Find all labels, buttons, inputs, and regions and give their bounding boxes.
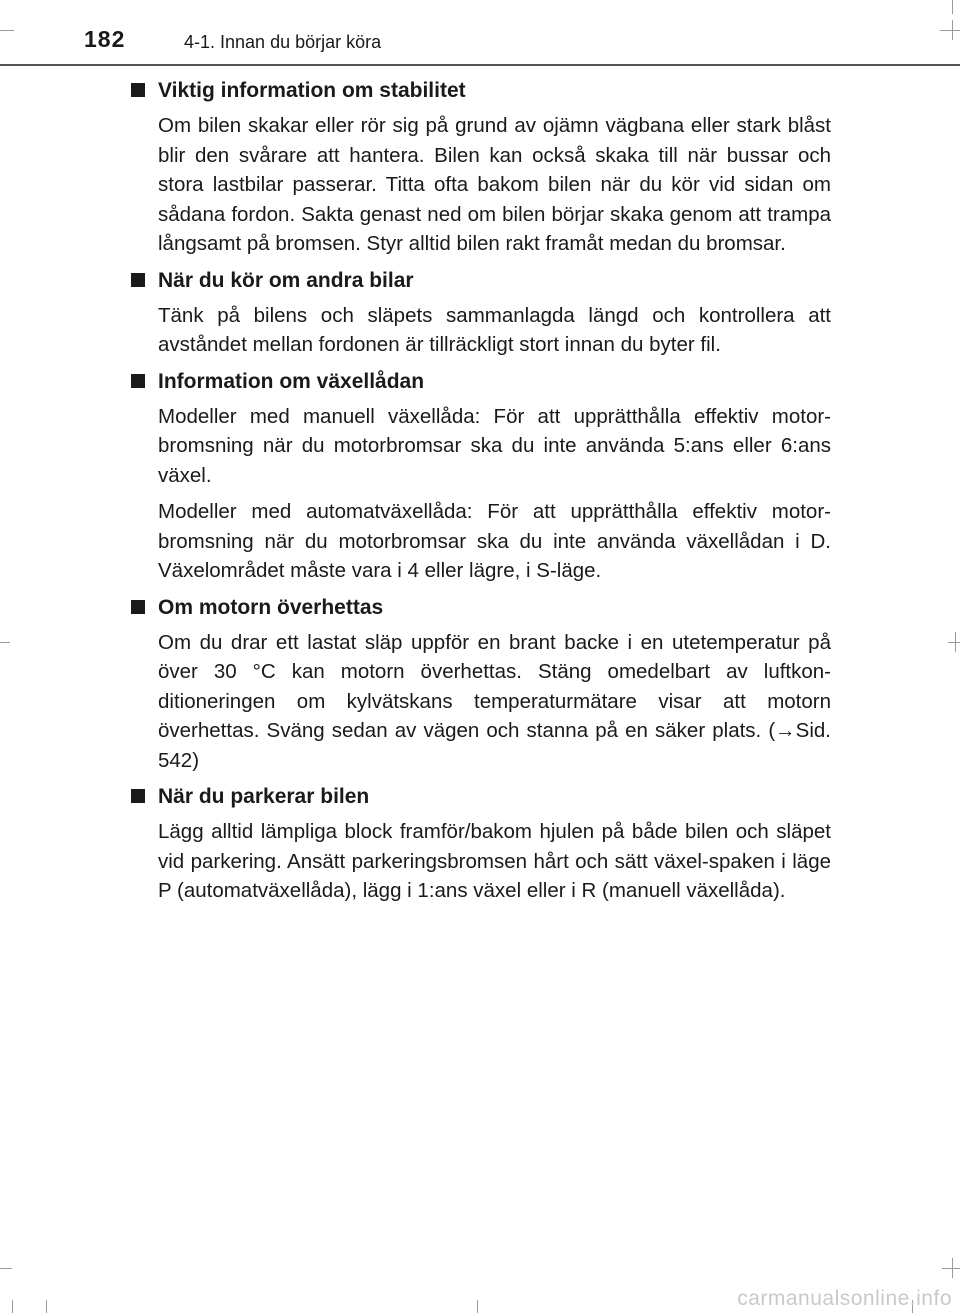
section-heading-text: När du kör om andra bilar (158, 268, 414, 292)
section-paragraph: Lägg alltid lämpliga block framför/bakom hjulen på både bilen och släpet vid parkering. Ansätt parkeringsbromsen hårt och sätt växel-spaken i läge P (automatväxellåda), lägg i 1:ans växel eller i R (manuell växellåda). (158, 820, 831, 902)
square-bullet-icon (131, 83, 145, 97)
crop-mark (952, 0, 953, 14)
section-heading-text: Om motorn överhettas (158, 595, 384, 619)
section-parking (129, 782, 831, 906)
crop-mark (952, 20, 953, 40)
crop-mark (12, 1300, 13, 1313)
section-stability (129, 76, 831, 259)
crop-mark (952, 1258, 953, 1278)
section-heading (129, 76, 831, 105)
watermark-text: carmanualsonline.info (737, 1287, 952, 1310)
section-heading-text: När du parkerar bilen (158, 785, 370, 808)
page-number: 182 (84, 26, 126, 52)
crop-mark (477, 1300, 478, 1313)
section-heading-text: Information om växellådan (158, 369, 425, 393)
square-bullet-icon (131, 374, 145, 388)
section-heading (129, 266, 831, 295)
crop-mark (940, 30, 960, 31)
crop-mark (942, 1268, 960, 1269)
section-paragraph: Om bilen skakar eller rör sig på grund av ojämn vägbana eller stark blåst blir den svårare att hantera. Bilen kan också skaka till när bussar och stora lastbilar passerar. Titta ofta bakom bilen när du kör vid sidan om sådana fordon. Sakta genast ned om bilen börjar skaka genom att trampa långsamt på bromsen. Styr alltid bilen rakt framåt medan du bromsar. (158, 114, 831, 255)
crop-mark (0, 1268, 12, 1269)
square-bullet-icon (131, 789, 145, 803)
section-transmission (129, 367, 831, 586)
page-content (129, 76, 831, 913)
section-heading-text: Viktig information om stabilitet (158, 79, 466, 102)
section-paragraph: Modeller med automatväxellåda: För att upprätthålla effektiv motor-bromsning när du motorbromsar ska du inte använda växellådan i D. Växelområdet måste vara i 4 eller lägre, i S-läge. (158, 500, 831, 582)
crop-mark (955, 632, 956, 652)
section-heading (129, 782, 831, 811)
section-paragraph: Modeller med manuell växellåda: För att upprätthålla effektiv motor-bromsning när du motorbromsar ska du inte använda 5:ans eller 6:ans växel. (158, 404, 831, 487)
section-heading (129, 367, 831, 396)
section-heading (129, 593, 831, 622)
section-paragraph: Tänk på bilens och släpets sammanlagda längd och kontrollera att avståndet mellan fordonen är tillräckligt stort innan du byter fil. (158, 303, 831, 356)
square-bullet-icon (131, 600, 145, 614)
section-paragraph: Om du drar ett lastat släp uppför en brant backe i en utetemperatur på över 30 °C kan motorn överhettas. Stäng omedelbart av luftkon-ditioneringen om kylvätskans temperaturmätare visar att motorn överhettas. Sväng sedan av vägen och stanna på en säker plats. (→Sid. 542) (158, 630, 831, 772)
crop-mark (948, 642, 960, 643)
crop-mark (46, 1300, 47, 1313)
section-overtaking (129, 266, 831, 360)
header-rule (0, 64, 960, 66)
square-bullet-icon (131, 273, 145, 287)
chapter-title: 4-1. Innan du börjar köra (184, 32, 382, 52)
crop-mark (0, 642, 10, 643)
crop-mark (0, 30, 14, 31)
section-overheating (129, 593, 831, 776)
